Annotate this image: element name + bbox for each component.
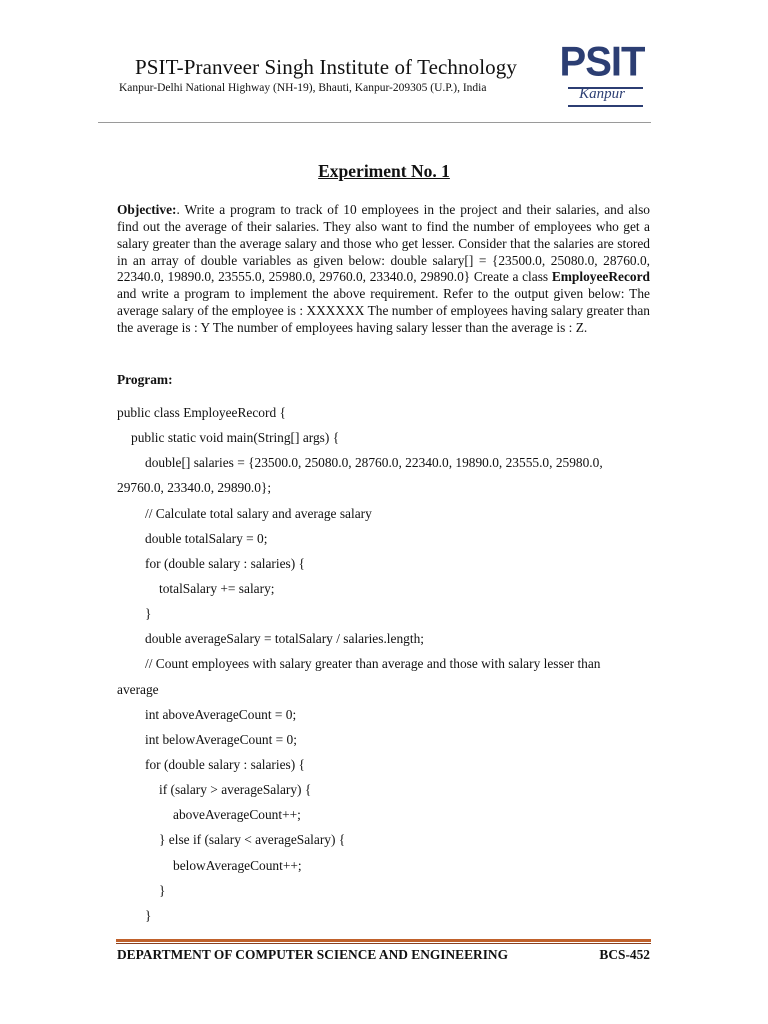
objective-text-part-2: and write a program to implement the above requirement. Refer to the output given below: The average salary of the employee is : XXXXXX The number of employees having salary greater than the average is : Y The number of employees having salary lesser than the average is : Z. — [117, 286, 650, 335]
header-divider — [98, 122, 651, 123]
objective-class-name: EmployeeRecord — [551, 269, 650, 285]
code-line: } — [145, 606, 152, 622]
code-line: double averageSalary = totalSalary / salaries.length; — [145, 631, 424, 647]
institute-address: Kanpur-Delhi National Highway (NH-19), Bhauti, Kanpur-209305 (U.P.), India — [119, 82, 487, 94]
code-line: for (double salary : salaries) { — [145, 555, 305, 571]
code-line: aboveAverageCount++; — [173, 807, 301, 823]
footer-divider-thin — [116, 943, 651, 944]
code-line: 29760.0, 23340.0, 29890.0}; — [117, 480, 272, 496]
footer-divider-thick — [116, 939, 651, 942]
code-line: if (salary > averageSalary) { — [159, 782, 312, 798]
logo-sub-text: Kanpur — [579, 86, 625, 102]
code-line: // Calculate total salary and average salary — [145, 505, 372, 521]
code-line: totalSalary += salary; — [159, 580, 275, 596]
institute-title: PSIT-Pranveer Singh Institute of Technology — [135, 55, 517, 79]
code-line: belowAverageCount++; — [173, 857, 302, 873]
code-line: for (double salary : salaries) { — [145, 756, 305, 772]
logo-divider-bottom — [568, 105, 643, 107]
logo-main-text: PSIT — [559, 38, 645, 86]
code-line: } — [145, 907, 152, 923]
code-line: } — [159, 882, 166, 898]
footer-department: DEPARTMENT OF COMPUTER SCIENCE AND ENGINEERING — [117, 947, 508, 962]
code-line: double[] salaries = {23500.0, 25080.0, 28760.0, 22340.0, 19890.0, 23555.0, 25980.0, — [145, 455, 603, 471]
program-heading: Program: — [117, 372, 173, 387]
code-line: public class EmployeeRecord { — [117, 405, 286, 420]
objective-paragraph — [117, 202, 650, 337]
program-code — [117, 404, 650, 932]
objective-text-part-1: . Write a program to track of 10 employees in the project and their salaries, and also find out the average of their salaries. They also want to find the number of employees who get a salary greater than the average salary and those who get lesser. Consider that the salaries are stored in an array of double variables as given below: double salary[] = {23500.0, 25080.0, 28760.0, 22340.0, 19890.0, 23555.0, 25980.0, 29760.0, 23340.0, 29890.0} Create a class — [117, 202, 650, 285]
footer-course-code: BCS-452 — [599, 947, 650, 962]
code-line: int belowAverageCount = 0; — [145, 731, 297, 747]
code-line: public static void main(String[] args) { — [131, 430, 340, 446]
code-line: // Count employees with salary greater than average and those with salary lesser than — [145, 656, 601, 672]
code-line: average — [117, 681, 159, 697]
code-line: } else if (salary < averageSalary) { — [159, 832, 346, 848]
code-line: int aboveAverageCount = 0; — [145, 706, 297, 722]
experiment-title: Experiment No. 1 — [318, 161, 450, 181]
psit-logo — [556, 38, 648, 108]
code-line: double totalSalary = 0; — [145, 530, 268, 546]
objective-label: Objective: — [117, 202, 177, 217]
